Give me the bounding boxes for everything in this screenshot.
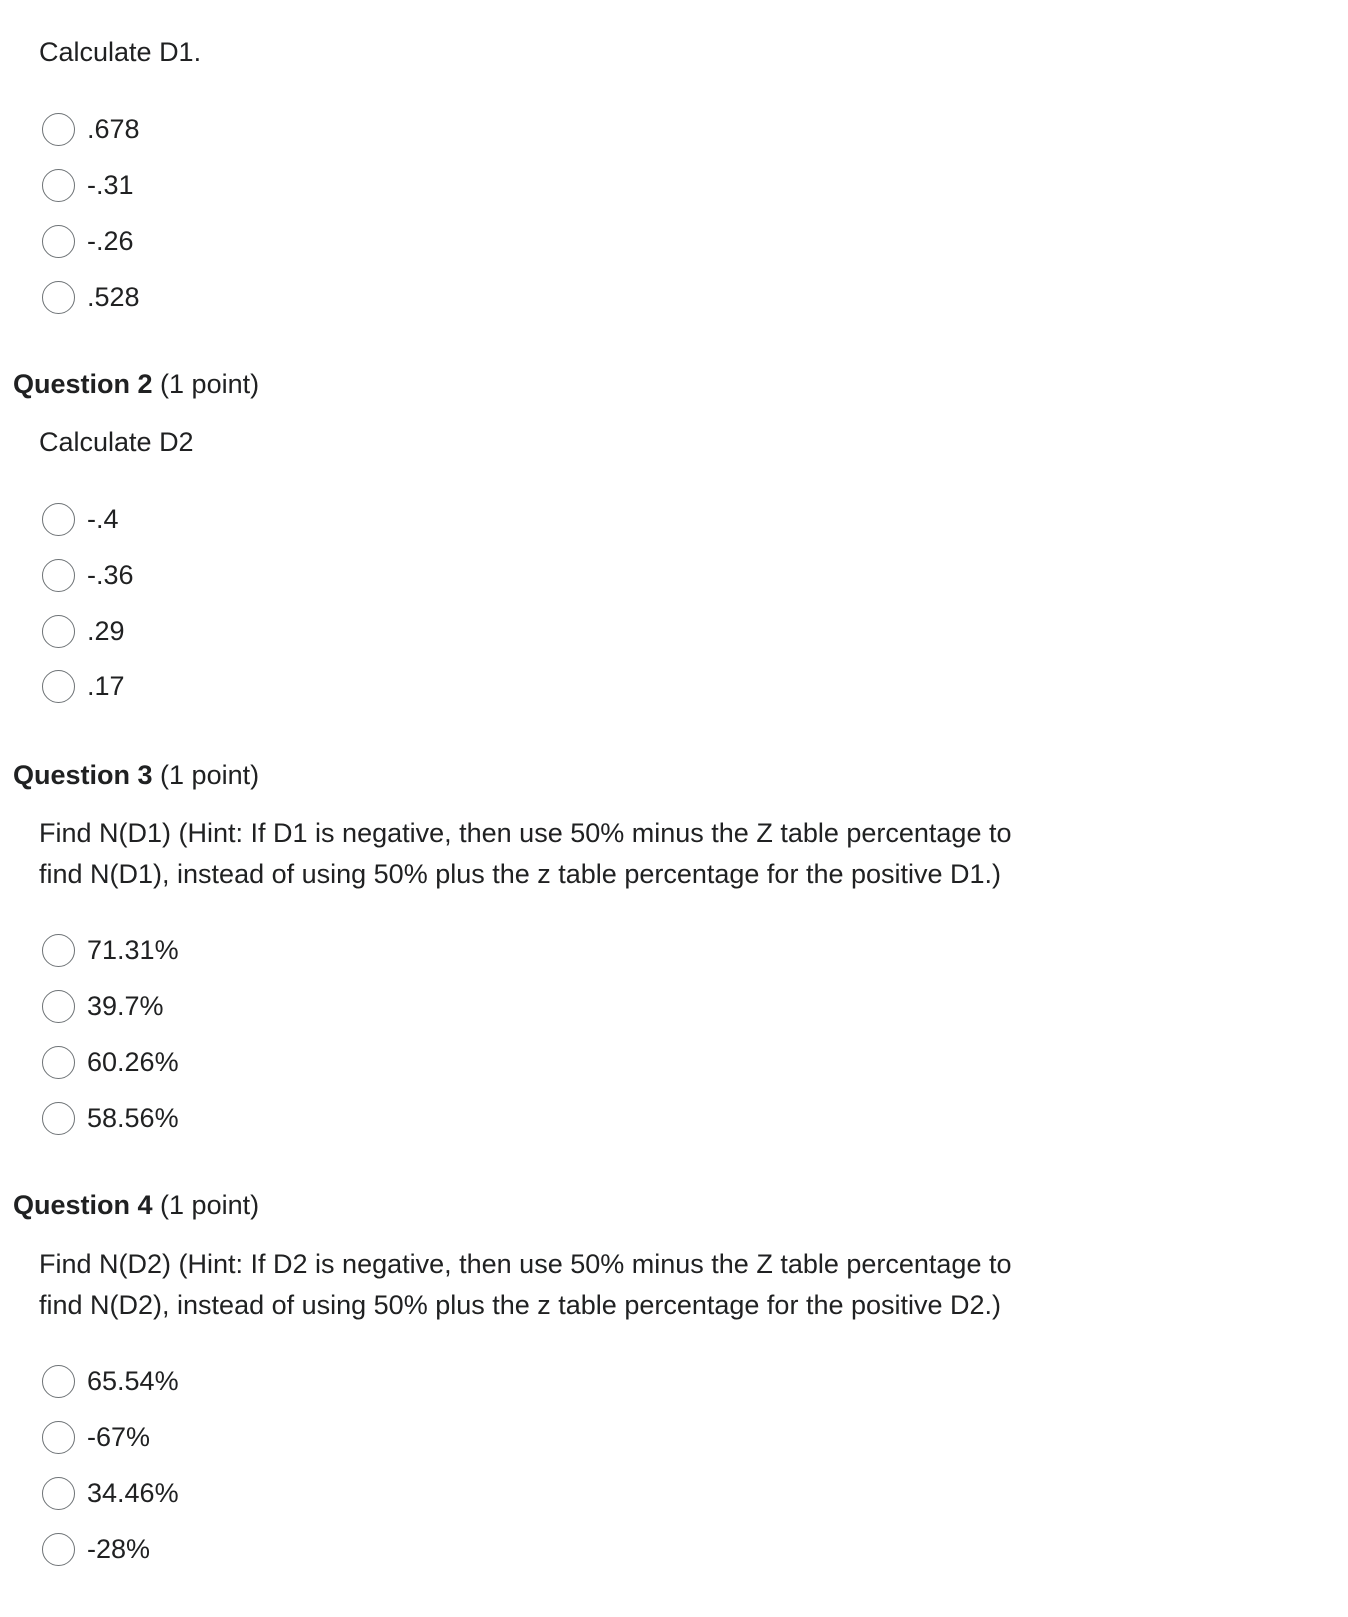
option-label: -.36 [87, 560, 134, 590]
question-4-option-1[interactable] [42, 1362, 179, 1400]
option-label: 60.26% [87, 1047, 179, 1077]
radio-button[interactable] [42, 1102, 75, 1135]
option-label: 65.54% [87, 1366, 179, 1396]
option-label: 34.46% [87, 1478, 179, 1508]
option-label: 39.7% [87, 991, 164, 1021]
question-points: (1 point) [160, 1190, 260, 1220]
question-points: (1 point) [160, 369, 260, 399]
question-4-prompt-line-2: find N(D2), instead of using 50% plus the z table percentage for the positive D2.) [39, 1290, 1002, 1320]
question-1-option-1[interactable] [42, 110, 140, 148]
option-label: -.31 [87, 170, 134, 200]
question-4-prompt-line-1: Find N(D2) (Hint: If D2 is negative, then use 50% minus the Z table percentage to [39, 1249, 1012, 1279]
option-label: .678 [87, 114, 140, 144]
option-label: .528 [87, 282, 140, 312]
question-3-option-4[interactable] [42, 1099, 179, 1137]
radio-button[interactable] [42, 1046, 75, 1079]
question-2-heading [13, 366, 259, 402]
question-3-option-2[interactable] [42, 987, 164, 1025]
question-2-option-1[interactable] [42, 500, 119, 538]
radio-button[interactable] [42, 1421, 75, 1454]
question-1-option-3[interactable] [42, 222, 134, 260]
option-label: -.26 [87, 226, 134, 256]
question-4-option-4[interactable] [42, 1530, 150, 1568]
question-2-option-3[interactable] [42, 612, 125, 650]
question-2-option-4[interactable] [42, 667, 125, 705]
question-3-option-3[interactable] [42, 1043, 179, 1081]
radio-button[interactable] [42, 670, 75, 703]
question-4-option-3[interactable] [42, 1474, 179, 1512]
option-label: -28% [87, 1534, 151, 1564]
option-label: -.4 [87, 504, 119, 534]
question-title: Question 4 [13, 1190, 153, 1220]
question-2-prompt: Calculate D2 [39, 427, 194, 457]
radio-button[interactable] [42, 1533, 75, 1566]
question-title: Question 3 [13, 760, 153, 790]
question-points: (1 point) [160, 760, 260, 790]
question-1-option-4[interactable] [42, 278, 140, 316]
question-4-heading [13, 1187, 259, 1223]
radio-button[interactable] [42, 503, 75, 536]
question-1-option-2[interactable] [42, 166, 134, 204]
radio-button[interactable] [42, 559, 75, 592]
question-1-prompt: Calculate D1. [39, 37, 202, 67]
radio-button[interactable] [42, 1365, 75, 1398]
question-4-option-2[interactable] [42, 1418, 150, 1456]
radio-button[interactable] [42, 990, 75, 1023]
radio-button[interactable] [42, 169, 75, 202]
question-3-prompt-line-1: Find N(D1) (Hint: If D1 is negative, then use 50% minus the Z table percentage to [39, 818, 1012, 848]
option-label: .17 [87, 671, 125, 701]
option-label: -67% [87, 1422, 151, 1452]
radio-button[interactable] [42, 615, 75, 648]
option-label: 71.31% [87, 935, 179, 965]
radio-button[interactable] [42, 281, 75, 314]
question-3-prompt-line-2: find N(D1), instead of using 50% plus the z table percentage for the positive D1.) [39, 859, 1002, 889]
option-label: .29 [87, 616, 125, 646]
radio-button[interactable] [42, 225, 75, 258]
question-2-option-2[interactable] [42, 556, 134, 594]
radio-button[interactable] [42, 1477, 75, 1510]
radio-button[interactable] [42, 113, 75, 146]
question-3-option-1[interactable] [42, 931, 179, 969]
question-3-heading [13, 757, 259, 793]
option-label: 58.56% [87, 1103, 179, 1133]
radio-button[interactable] [42, 934, 75, 967]
question-title: Question 2 [13, 369, 153, 399]
